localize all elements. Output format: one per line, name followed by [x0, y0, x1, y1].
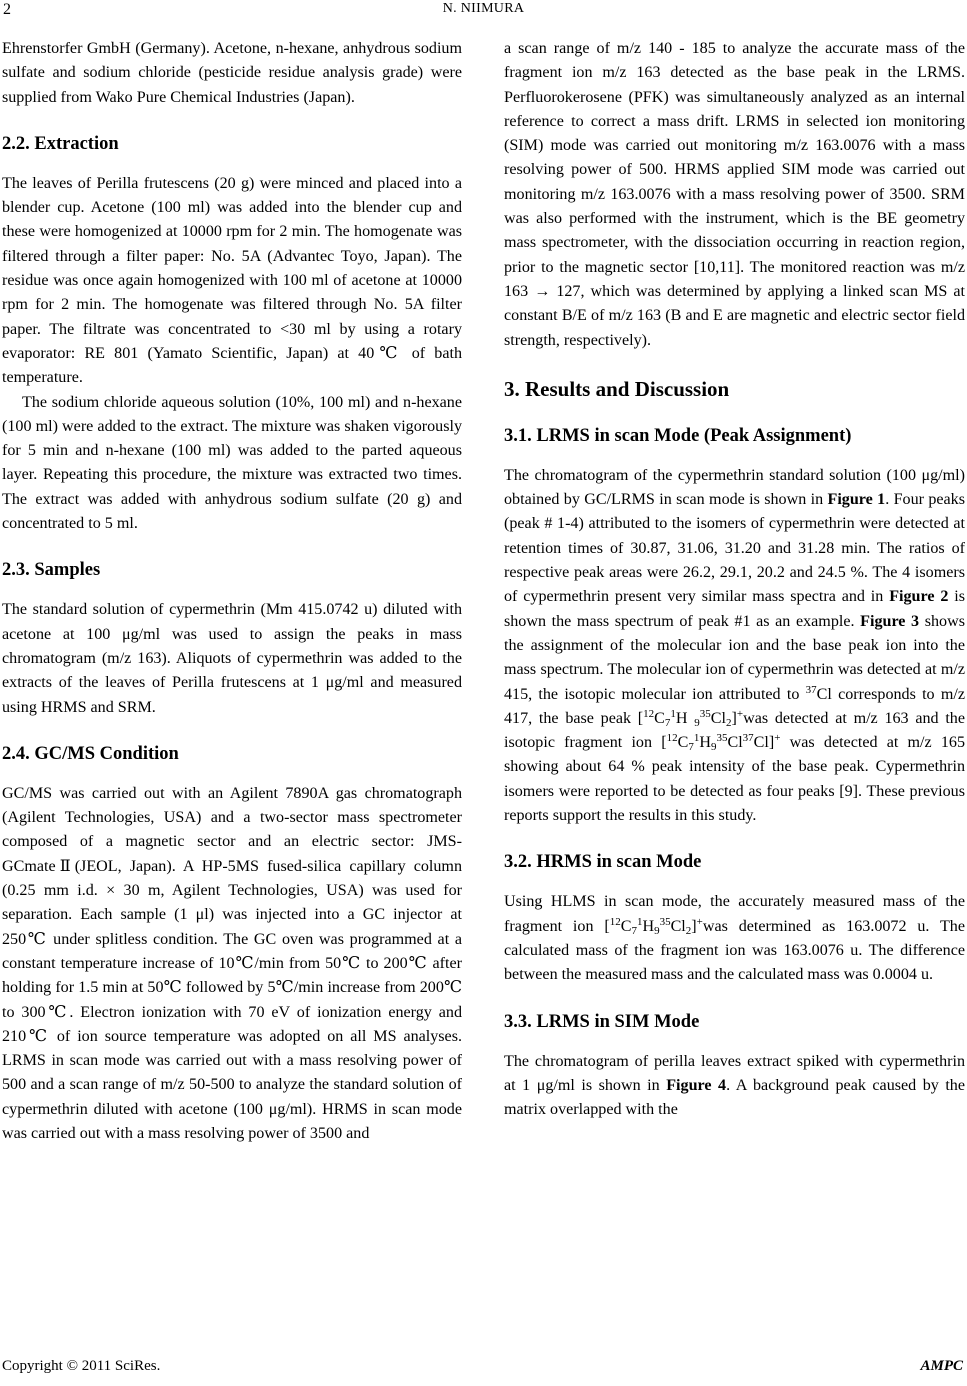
chem-formula: $^{12}C_7^1H$ $_9^{35}Cl_2$	[643, 707, 732, 729]
heading-gcms-condition: 2.4. GC/MS Condition	[2, 743, 179, 764]
heading-hrms-scan: 3.2. HRMS in scan Mode	[504, 852, 702, 873]
heading-samples: 2.3. Samples	[2, 560, 101, 581]
heading-lrms-sim: 3.3. LRMS in SIM Mode	[504, 1011, 700, 1032]
paragraph-extraction-2: The sodium chloride aqueous solution (10%, 100 ml) and n-hexane (100 ml) were added to the extract. The mixture was shaken vigorously for 5 min and n-hexane (100 ml) was added to the parted aqueous layer. Repeating this procedure, the mixture was extracted two times. The extract was added with anhydrous sodium sulfate (20 g) and concentrated to 5 ml.	[2, 393, 462, 533]
paragraph-lrms-sim: The chromatogram of perilla leaves extract spiked with cypermethrin at 1 μg/ml is shown in Figure 4. A background peak caused by the matrix overlapped with the	[504, 1052, 965, 1119]
paragraph-lrms-scan: The chromatogram of the cypermethrin standard solution (100 μg/ml) obtained by GC/LRMS in scan mode is shown in Figure 1. Four peaks (peak # 1-4) attributed to the isomers of cypermethrin were detected at retention times of 30.87, 31.06, 31.20 and 31.28 min. The ratios of respective peak areas were 26.2, 29.1, 20.2 and 24.5 %. The 4 isomers of cypermethrin present very similar mass spectra and in Figure 2 is shown the mass spectrum of peak #1 as an example. Figure 3 shows the assignment of the molecular ion and the base peak ion into the mass spectrum. The molecular ion of cypermethrin was detected at m/z 415, the isotopic molecular ion attributed to $^{37}$Cl corresponds to m/z 417, the base peak [$^{12}C_7^1H$ $_9^{35}Cl_2]^+was$ detected at m/z 163 and the isotopic fragment ion $[^{12}C_7^1H_9^{35}Cl^{37}Cl]^+$ was detected at m/z 165 showing about 64 % peak intensity of the base peak. Cypermethrin isomers were reported to be detected as four peaks [9]. These previous reports support the results in this study.	[504, 466, 965, 825]
figure-1-ref: Figure 1	[827, 491, 886, 509]
copyright-notice: Copyright © 2011 SciRes.	[2, 1358, 161, 1374]
heading-results-discussion: 3. Results and Discussion	[504, 376, 730, 401]
paragraph-gcms-continued: a scan range of m/z 140 - 185 to analyze the accurate mass of the fragment ion m/z 163 detected as the base peak in the LRMS. Perfluorokerosene (PFK) was simultaneously analyzed as an internal reference to correct a mass drift. LRMS in selected ion monitoring (SIM) mode was carried out monitoring m/z 163.0076 with a mass resolving power of 500. HRMS applied SIM mode was carried out monitoring m/z 163.0076 with a mass resolving power of 3500. SRM was also performed with the instrument, which is the BE geometry mass spectrometer, with the dissociation occurring in reaction region, prior to the magnetic sector [10,11]. The monitored reaction was m/z 163 → 127, which was determined by applying a linked scan MS at constant B/E of m/z 163 (B and E are magnetic and electric sector field strength, respectively).	[504, 40, 965, 349]
figure-2-ref: Figure 2	[889, 588, 949, 606]
paragraph-extraction-1: The leaves of Perilla frutescens (20 g) were minced and placed into a blender cup. Acetone (100 ml) was added into the blender cup and these were homogenized at 10000 rpm for 2 min. The homogenate was filtered through a filter paper: No. 5A (Advantec Toyo, Japan). The residue was once again homogenized with 100 ml of acetone at 10000 rpm for 2 min. The homogenate was filtered through No. 5A filter paper. The filtrate was concentrated to <30 ml by using a rotary evaporator: RE 801 (Yamato Scientific, Japan) at 40℃ of bath temperature.	[2, 174, 462, 387]
chem-formula-isotopic: $^{12}C_7^1H_9^{35}Cl^{37}Cl$	[666, 732, 769, 754]
heading-lrms-scan: 3.1. LRMS in scan Mode (Peak Assignment)	[504, 425, 852, 446]
figure-3-ref: Figure 3	[860, 612, 920, 630]
paragraph-materials-end: Ehrenstorfer GmbH (Germany). Acetone, n-hexane, anhydrous sodium sulfate and sodium chloride (pesticide residue analysis grade) were supplied from Wako Pure Chemical Industries (Japan).	[2, 40, 462, 106]
paragraph-samples: The standard solution of cypermethrin (Mm 415.0742 u) diluted with acetone at 100 μg/ml was used to assign the peaks in mass chromatogram (m/z 163). Aliquots of cypermethrin was added to the extracts of the leaves of Perilla frutescens at 1 μg/ml and measured using HRMS and SRM.	[2, 601, 462, 716]
right-column	[504, 37, 965, 1122]
figure-4-ref: Figure 4	[666, 1076, 727, 1094]
journal-name: AMPC	[920, 1358, 963, 1374]
running-author: N. NIIMURA	[442, 1, 525, 16]
left-column	[2, 37, 462, 1146]
paragraph-gcms-condition: GC/MS was carried out with an Agilent 7890A gas chromatograph (Agilent Technologies, USA) and a two-sector mass spectrometer composed of a magnetic sector and an electric sector: JMS-GCmateⅡ(JEOL, Japan). A HP-5MS fused-silica capillary column (0.25 mm i.d. × 30 m, Agilent Technologies, USA) was used for separation. Each sample (1 μl) was injected into a GC injector at 250℃ under splitless condition. The GC oven was programmed at a constant temperature increase of 10℃/min from 50℃ to 200℃ after holding for 1.5 min at 50℃ followed by 5℃/min increase from 200℃ to 300℃. Electron ionization with 70 eV of ionization energy and 210℃ of ion source temperature was adopted on all MS analyses. LRMS in scan mode was carried out with a mass resolving power of 500 and a scan range of m/z 50-500 to analyze the standard solution of cypermethrin diluted with acetone (100 μg/ml). HRMS in scan mode was carried out with a mass resolving power of 3500 and	[2, 784, 462, 1142]
page-number: 2	[3, 1, 11, 18]
paragraph-hrms-scan: Using HLMS in scan mode, the accurately measured mass of the fragment ion $[^{12}C_7^1H_9^{35}Cl_2]^+was$ determined as 163.0072 u. The calculated mass of the fragment ion was 163.0076 u. The difference between the measured mass and the calculated mass was 0.0004 u.	[504, 893, 965, 984]
chem-formula-fragment: $^{12}C_7^1H_9^{35}Cl_2$	[609, 915, 692, 937]
heading-extraction: 2.2. Extraction	[2, 133, 119, 154]
page-header	[0, 0, 967, 28]
